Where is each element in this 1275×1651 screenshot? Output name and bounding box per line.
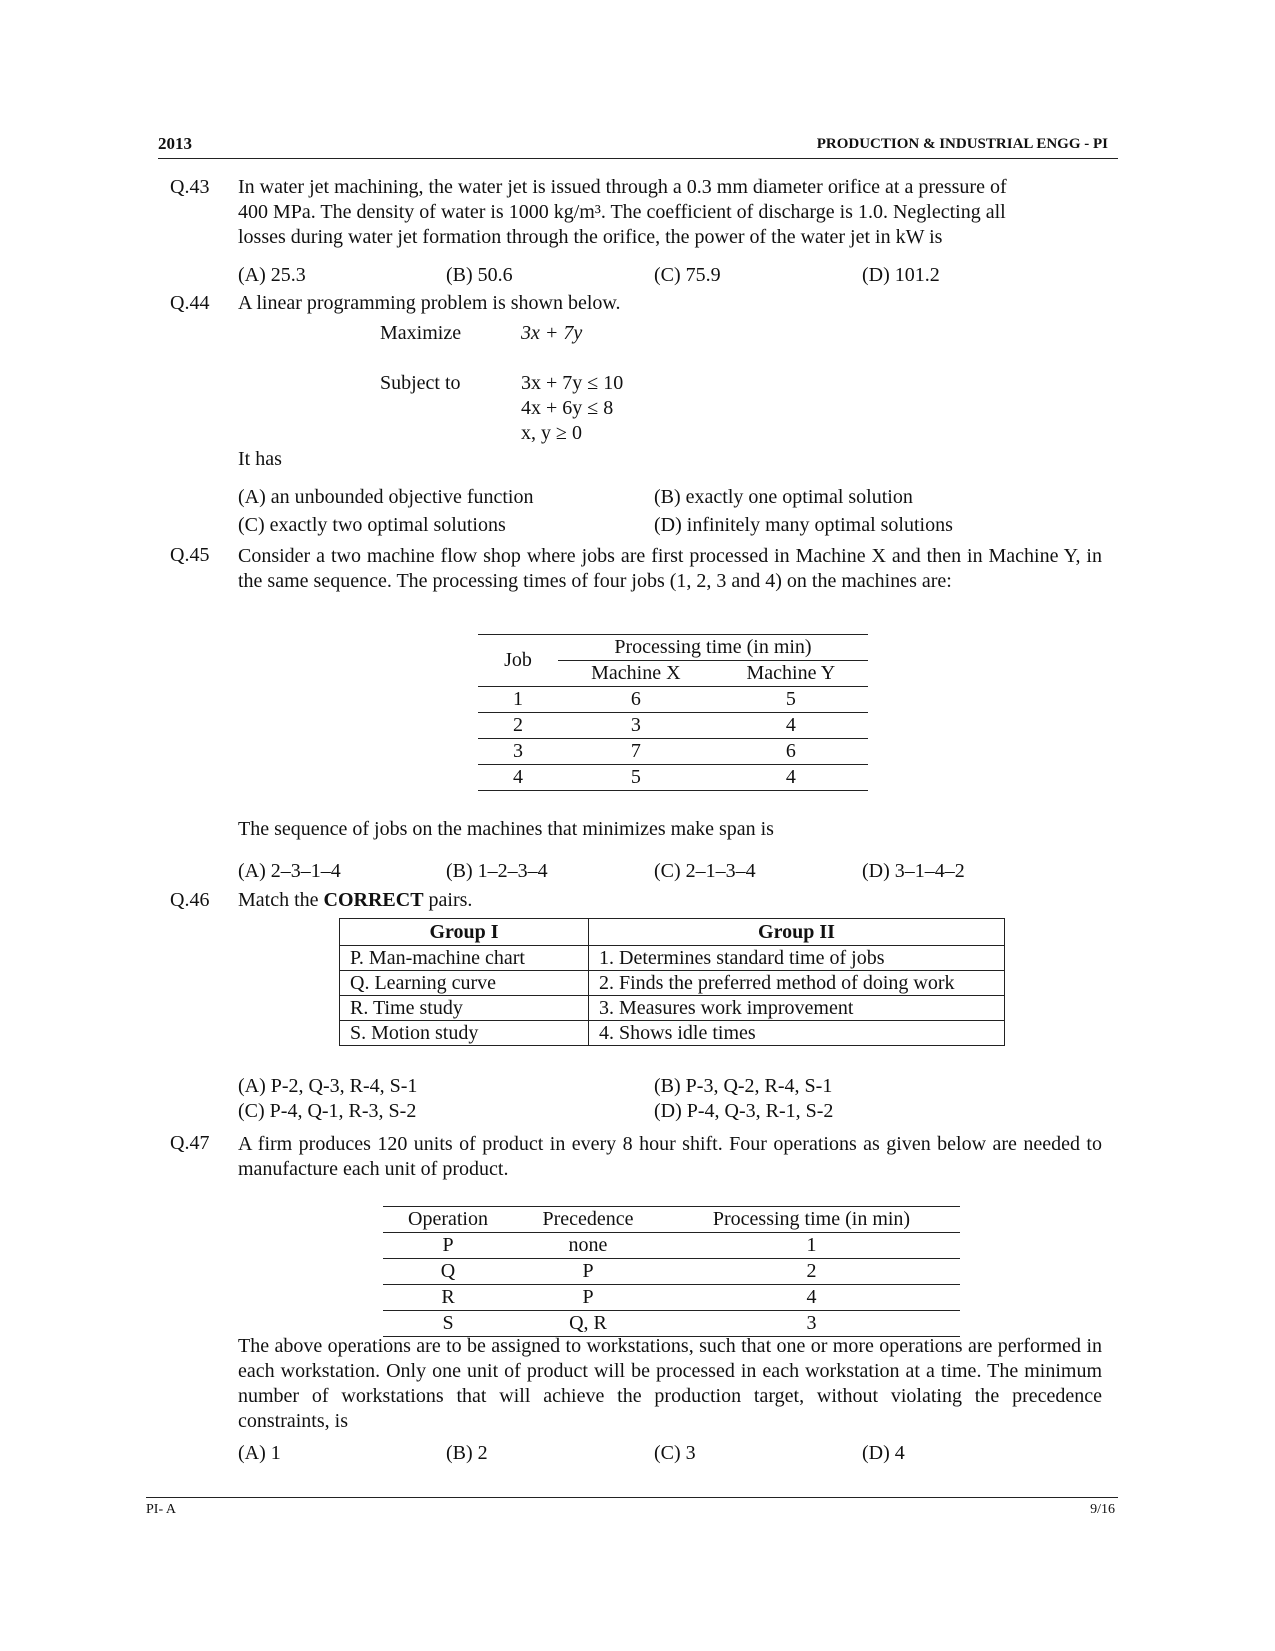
table-row [383, 1311, 960, 1337]
q45-machine-x-time: 7 [558, 739, 714, 765]
q44-intro: A linear programming problem is shown below. [238, 292, 621, 314]
q47-time: 4 [663, 1285, 960, 1311]
q44-option-d[interactable]: (D) infinitely many optimal solutions [654, 514, 953, 536]
q47-precedence: none [513, 1233, 663, 1259]
q45-col-machine-x: Machine X [558, 661, 714, 687]
q47-operation: S [383, 1311, 513, 1337]
q46-option-a[interactable]: (A) P-2, Q-3, R-4, S-1 [238, 1075, 418, 1097]
q47-option-b[interactable]: (B) 2 [446, 1442, 488, 1464]
table-row [383, 1285, 960, 1311]
q45-machine-y-time: 4 [714, 765, 868, 791]
q44-it-has: It has [238, 448, 282, 470]
footer-rule [146, 1497, 1118, 1498]
q46-option-c[interactable]: (C) P-4, Q-1, R-3, S-2 [238, 1100, 417, 1122]
q44-constraint-2: 4x + 6y ≤ 8 [521, 397, 614, 419]
table-row [478, 687, 868, 713]
q45-job: 2 [478, 713, 558, 739]
q46-group2-item: 1. Determines standard time of jobs [589, 946, 1005, 971]
q45-machine-y-time: 4 [714, 713, 868, 739]
q45-job: 1 [478, 687, 558, 713]
q47-text: A firm produces 120 units of product in every 8 hour shift. Four operations as given below are needed to manufacture each unit of product. [238, 1133, 1102, 1180]
q45-machine-x-time: 3 [558, 713, 714, 739]
q44-option-b[interactable]: (B) exactly one optimal solution [654, 486, 913, 508]
q47-option-a[interactable]: (A) 1 [238, 1442, 281, 1464]
q46-head-group1: Group I [340, 919, 589, 946]
q46-option-d[interactable]: (D) P-4, Q-3, R-1, S-2 [654, 1100, 834, 1122]
q45-col-machine-y: Machine Y [714, 661, 868, 687]
q46-group1-item: R. Time study [340, 996, 589, 1021]
q46-intro [238, 889, 472, 912]
table-row [340, 971, 1005, 996]
q44-maximize-label: Maximize [380, 322, 462, 344]
q43-option-d[interactable]: (D) 101.2 [862, 264, 940, 286]
q44-subject-label: Subject to [380, 372, 461, 394]
q47-precedence: Q, R [513, 1311, 663, 1337]
q45-job: 3 [478, 739, 558, 765]
table-row [478, 713, 868, 739]
q46-group1-item: P. Man-machine chart [340, 946, 589, 971]
q47-col-operation: Operation [383, 1207, 513, 1233]
q47-time: 2 [663, 1259, 960, 1285]
header-rule [158, 158, 1118, 159]
q47-time: 3 [663, 1311, 960, 1337]
q45-job: 4 [478, 765, 558, 791]
table-row [340, 1021, 1005, 1046]
q46-intro-prefix: Match the [238, 889, 324, 911]
q45-question: The sequence of jobs on the machines that minimizes make span is [238, 818, 774, 840]
table-row [383, 1259, 960, 1285]
header-title: PRODUCTION & INDUSTRIAL ENGG - PI [816, 136, 1108, 152]
table-row [340, 946, 1005, 971]
q44-option-a[interactable]: (A) an unbounded objective function [238, 486, 534, 508]
q43-option-b[interactable]: (B) 50.6 [446, 264, 513, 286]
q47-number: Q.47 [170, 1132, 210, 1154]
q44-constraint-3: x, y ≥ 0 [521, 422, 582, 444]
q45-machine-x-time: 5 [558, 765, 714, 791]
q45-processing-table [478, 634, 868, 791]
q47-col-time: Processing time (in min) [663, 1207, 960, 1233]
q46-number: Q.46 [170, 889, 210, 911]
q46-intro-suffix: pairs. [423, 889, 473, 911]
q47-operations-table [383, 1206, 960, 1337]
q46-group1-item: Q. Learning curve [340, 971, 589, 996]
q45-machine-y-time: 5 [714, 687, 868, 713]
header-year: 2013 [158, 134, 192, 153]
q47-time: 1 [663, 1233, 960, 1259]
q44-option-c[interactable]: (C) exactly two optimal solutions [238, 514, 506, 536]
q45-option-c[interactable]: (C) 2–1–3–4 [654, 860, 756, 882]
q47-col-precedence: Precedence [513, 1207, 663, 1233]
footer-paper-code: PI- A [146, 1502, 176, 1517]
q46-group2-item: 4. Shows idle times [589, 1021, 1005, 1046]
q46-intro-bold: CORRECT [323, 889, 424, 911]
q43-text-line2: 400 MPa. The density of water is 1000 kg/m³. The coefficient of discharge is 1.0. Neglecting all [238, 201, 1006, 223]
q46-head-group2: Group II [589, 919, 1005, 946]
q46-group2-item: 2. Finds the preferred method of doing work [589, 971, 1005, 996]
q46-group2-item: 3. Measures work improvement [589, 996, 1005, 1021]
q43-text-line1: In water jet machining, the water jet is issued through a 0.3 mm diameter orifice at a pressure of [238, 176, 1007, 198]
q47-question: The above operations are to be assigned to workstations, such that one or more operations are performed in each workstation. Only one unit of product will be processed in each workstation at a time. The minimum number of workstations that will achieve the production target, without violating the precedence constraints, is [238, 1335, 1102, 1432]
q43-option-a[interactable]: (A) 25.3 [238, 264, 306, 286]
table-row [478, 739, 868, 765]
q47-precedence: P [513, 1259, 663, 1285]
q44-constraint-1: 3x + 7y ≤ 10 [521, 372, 624, 394]
q45-col-job: Job [478, 635, 558, 687]
q43-text-line3: losses during water jet formation through the orifice, the power of the water jet in kW is [238, 226, 943, 248]
table-row [383, 1233, 960, 1259]
q47-precedence: P [513, 1285, 663, 1311]
q43-option-c[interactable]: (C) 75.9 [654, 264, 721, 286]
q46-group1-item: S. Motion study [340, 1021, 589, 1046]
q45-option-b[interactable]: (B) 1–2–3–4 [446, 860, 548, 882]
q44-objective: 3x + 7y [521, 322, 583, 344]
footer-page-number: 9/16 [1090, 1502, 1115, 1517]
q47-option-d[interactable]: (D) 4 [862, 1442, 905, 1464]
q46-match-table [339, 918, 1005, 1046]
q45-number: Q.45 [170, 544, 210, 566]
q45-machine-y-time: 6 [714, 739, 868, 765]
q45-col-group: Processing time (in min) [558, 635, 868, 661]
q45-machine-x-time: 6 [558, 687, 714, 713]
q45-text: Consider a two machine flow shop where jobs are first processed in Machine X and then in Machine Y, in the same sequence. The processing times of four jobs (1, 2, 3 and 4) on the machines are: [238, 545, 1102, 592]
table-row [340, 996, 1005, 1021]
q45-option-d[interactable]: (D) 3–1–4–2 [862, 860, 965, 882]
q46-option-b[interactable]: (B) P-3, Q-2, R-4, S-1 [654, 1075, 833, 1097]
q47-operation: P [383, 1233, 513, 1259]
q47-operation: R [383, 1285, 513, 1311]
table-row [478, 765, 868, 791]
q45-option-a[interactable]: (A) 2–3–1–4 [238, 860, 341, 882]
q47-operation: Q [383, 1259, 513, 1285]
q43-number: Q.43 [170, 176, 210, 198]
q47-option-c[interactable]: (C) 3 [654, 1442, 696, 1464]
q44-number: Q.44 [170, 292, 210, 314]
